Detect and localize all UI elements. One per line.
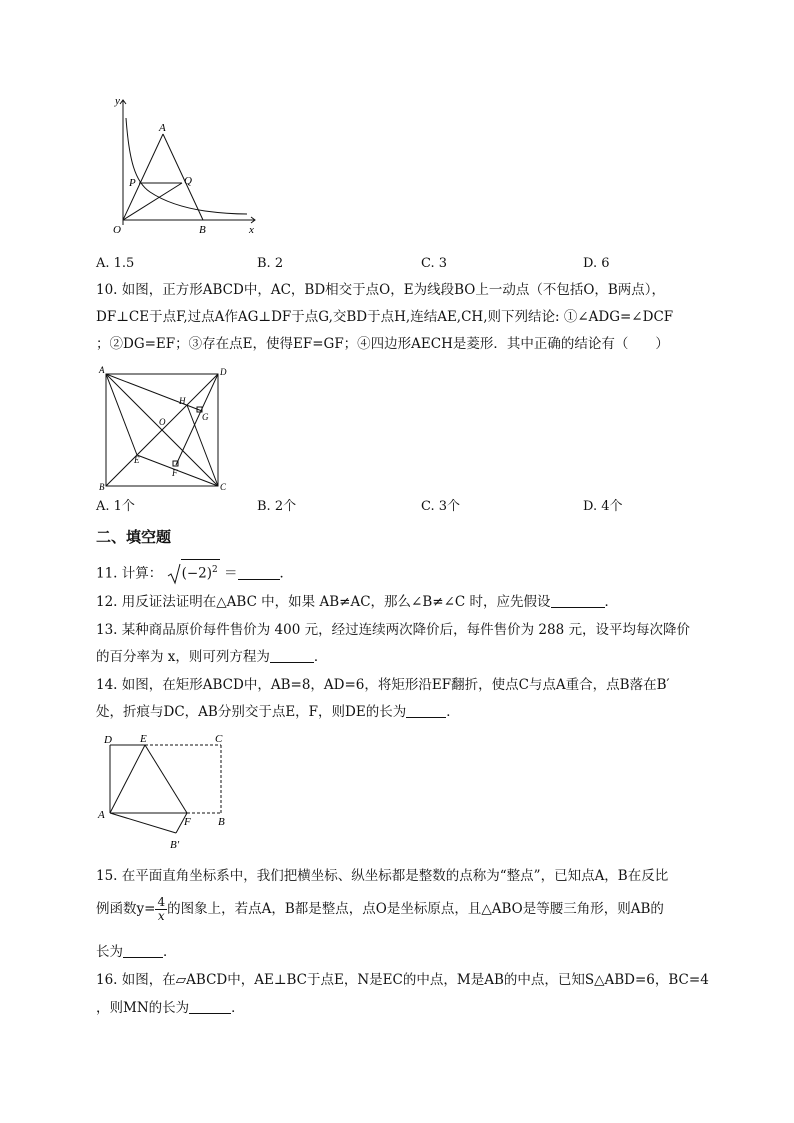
label-o: O xyxy=(113,224,121,236)
q11-line xyxy=(96,559,293,585)
q14-line-2-text: 处，折痕与DC，AB分别交于点E，F，则DE的长为 xyxy=(96,704,407,720)
q15-end: ． xyxy=(163,944,177,960)
q10-line-1: 10. 如图，正方形ABCD中，AC，BD相交于点O，E为线段BO上一动点（不包括O，B两点）， xyxy=(96,282,666,298)
q9-figure xyxy=(95,90,265,240)
q15-line-3-text: 长为 xyxy=(96,944,123,960)
segment-ae xyxy=(106,374,137,455)
q13-line-2 xyxy=(96,647,327,667)
q16-answer-blank[interactable] xyxy=(189,999,231,1014)
crease-ef xyxy=(145,745,187,813)
segment-ab-prime xyxy=(110,813,176,833)
q13-line-1: 13. 某种商品原价每件售价为 400 元，经过连续两次降价后，每件售价为 288 元，设平均每次降价 xyxy=(96,622,690,638)
q15-line-2 xyxy=(96,896,664,923)
q11-exponent: 2 xyxy=(212,565,218,575)
segment-ae xyxy=(110,745,145,813)
label-e: E xyxy=(140,733,147,745)
label-b: B xyxy=(218,816,225,828)
label-b-prime: B′ xyxy=(170,839,180,851)
q15-line-2-prefix: 例函数y= xyxy=(96,901,156,917)
q12-line xyxy=(96,592,618,612)
label-d: D xyxy=(104,734,112,746)
label-x: x xyxy=(249,224,254,236)
q12-text: 12. 用反证法证明在△ABC 中，如果 AB≠AC，那么∠B≠∠C 时，应先假设 xyxy=(96,594,551,610)
q9-option-b[interactable]: B. 2 xyxy=(257,256,284,271)
q14-line-1: 14. 如图，在矩形ABCD中，AB=8，AD=6，将矩形沿EF翻折，使点C与点A重合，点B落在B′ xyxy=(96,677,670,693)
q15-fraction xyxy=(155,896,167,923)
fraction-numerator: 4 xyxy=(157,895,166,909)
q11-equals: ＝ xyxy=(224,565,238,582)
q11-radicand xyxy=(181,559,220,583)
label-y: y xyxy=(115,95,120,107)
label-o: O xyxy=(159,417,166,427)
label-f: F xyxy=(184,816,191,828)
q14-end: ． xyxy=(446,704,460,720)
label-e: E xyxy=(134,455,140,465)
q9-option-d[interactable]: D. 6 xyxy=(583,256,610,271)
label-d: D xyxy=(220,367,227,377)
label-g: G xyxy=(202,412,209,422)
label-p: P xyxy=(129,177,136,189)
label-c: C xyxy=(220,482,227,492)
section-title: 二、填空题 xyxy=(96,528,172,546)
q10-line-2: DF⊥CE于点F,过点A作AG⊥DF于点G,交BD于点H,连结AE,CH,则下列结论: ①∠ADG=∠DCF xyxy=(96,309,674,325)
q11-end: ． xyxy=(279,565,294,582)
q10-line-3: ；②DG=EF；③存在点E，使得EF=GF；④四边形AECH是菱形．其中正确的结论有（ ） xyxy=(96,336,669,352)
q11-answer-blank[interactable] xyxy=(238,565,280,580)
q13-line-2-text: 的百分率为 x，则可列方程为 xyxy=(96,649,270,665)
q15-answer-blank[interactable] xyxy=(123,943,163,958)
q10-option-c[interactable]: C. 3个 xyxy=(421,499,461,514)
q16-end: ． xyxy=(231,1000,245,1016)
q10-option-a[interactable]: A. 1个 xyxy=(96,499,135,514)
q10-figure xyxy=(96,362,236,492)
q12-answer-blank[interactable] xyxy=(551,593,605,608)
fraction-denominator: x xyxy=(157,909,165,923)
segment-ec xyxy=(137,455,218,486)
q16-line-1: 16. 如图，在▱ABCD中，AE⊥BC于点E，N是EC的中点，M是AB的中点，已知S△ABD=6，BC=4 xyxy=(96,972,709,988)
q14-answer-blank[interactable] xyxy=(406,703,446,718)
q10-option-b[interactable]: B. 2个 xyxy=(257,499,297,514)
q11-radicand-text: (−2) xyxy=(181,565,212,582)
q13-end: ． xyxy=(313,649,328,665)
q14-line-2 xyxy=(96,702,460,722)
q13-answer-blank[interactable] xyxy=(270,648,314,663)
label-q: Q xyxy=(184,175,192,187)
label-b: B xyxy=(99,482,105,492)
q16-line-2-text: ，则MN的长为 xyxy=(96,1000,190,1016)
q9-option-c[interactable]: C. 3 xyxy=(421,256,448,271)
q9-option-a[interactable]: A. 1.5 xyxy=(96,256,135,271)
label-f: F xyxy=(172,468,178,478)
hyperbola-curve xyxy=(126,118,247,214)
q14-figure xyxy=(96,728,236,860)
label-c: C xyxy=(215,733,223,745)
q16-line-2 xyxy=(96,998,245,1018)
segment-ab xyxy=(163,134,203,220)
q11-prefix: 11. 计算： xyxy=(96,565,163,582)
q15-line-2-suffix: 的图象上，若点A，B都是整点，点O是坐标原点，且△ABO是等腰三角形，则AB的 xyxy=(167,901,664,917)
label-a: A xyxy=(99,365,105,375)
q12-end: ． xyxy=(604,594,619,610)
sqrt-icon xyxy=(167,563,181,585)
q15-line-3 xyxy=(96,942,177,962)
label-h: H xyxy=(179,396,186,406)
q15-line-1: 15. 在平面直角坐标系中，我们把横坐标、纵坐标都是整数的点称为“整点”，已知点A，B在反比 xyxy=(96,868,669,884)
q10-option-d[interactable]: D. 4个 xyxy=(583,499,623,514)
label-a: A xyxy=(98,809,105,821)
segment-df xyxy=(176,374,218,465)
label-b: B xyxy=(199,224,206,236)
label-a: A xyxy=(159,122,166,134)
